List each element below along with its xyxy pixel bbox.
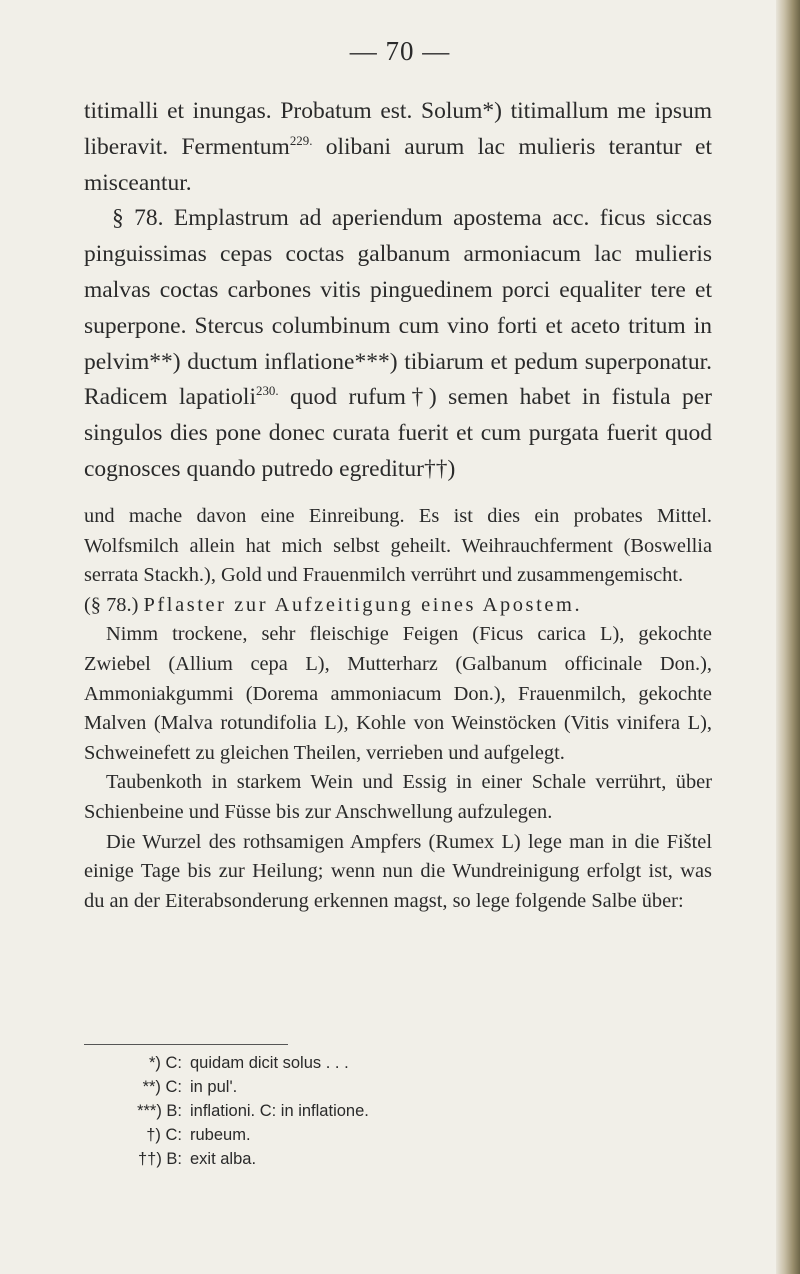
latin-p2-text: § 78. Emplastrum ad aperiendum apostema acc. ficus siccas pinguissimas cepas coctas galbanum armoniacum lac mulieris malvas coctas carbones vitis pinguedinem porci equaliter tere et superpone. Stercus columbinum cum vino forti et aceto tritum in pelvim**) ductum inflatione***) tibiarum et pedum superponatur. Radicem lapatioli: [84, 205, 712, 411]
footnote-item: [84, 1099, 644, 1123]
section-title: Pflaster zur Aufzeitigung eines Apostem.: [143, 593, 583, 616]
footnote-text: rubeum.: [190, 1126, 251, 1144]
footnote-mark: ††) B:: [137, 1150, 182, 1168]
footnote-divider: [84, 1044, 288, 1045]
latin-p1-text: titimalli et inungas. Probatum est. Solum*) titimallum me ipsum liberavit. Fermentum: [84, 98, 712, 160]
german-paragraph-4: Taubenkoth in starkem Wein und Essig in einer Schale verrührt, über Schienbeine und Füsse bis zur Anschwellung aufzulegen.: [84, 771, 712, 823]
latin-paragraph-2: [84, 201, 712, 487]
footnotes: [84, 1051, 644, 1171]
footnote-ref-230: 230.: [256, 383, 279, 399]
latin-p1-end: olibani aurum lac mulieris terantur et misceantur.: [84, 133, 712, 196]
footnote-text: inflationi. C: in inflatione.: [190, 1102, 369, 1120]
footnote-mark: †) C:: [146, 1126, 182, 1144]
footnote-text: quidam dicit solus . . .: [190, 1054, 349, 1072]
footnote-item: [84, 1147, 644, 1171]
footnote-text: exit alba.: [190, 1150, 257, 1168]
page-edge-shadow: [776, 0, 800, 1274]
german-paragraph-1: und mache davon eine Einreibung. Es ist dies ein probates Mittel. Wolfsmilch allein hat mich selbst geheilt. Weihrauchferment (Boswellia serrata Stackh.), Gold und Frauenmilch verrührt und zusammengemischt.: [84, 505, 712, 587]
page-number: — 70 —: [349, 36, 451, 66]
german-section-heading: [84, 591, 712, 621]
german-paragraph-5: Die Wurzel des rothsamigen Ampfers (Rumex L) lege man in die Fištel einige Tage bis zur Heilung; wenn nun die Wundreinigung erfolgt ist, was du an der Eiterabsonderung erkennen magst, so lege folgende Salbe über:: [84, 830, 712, 912]
footnote-text: in pul'.: [190, 1078, 238, 1096]
german-paragraph-3: Nimm trockene, sehr fleischige Feigen (Ficus carica L), gekochte Zwiebel (Allium cepa L), Mutterharz (Galbanum officinale Don.), Ammoniakgummi (Dorema ammoniacum Don.), Frauenmilch, gekochte Malven (Malva rotundifolia L), Kohle von Weinstöcken (Vitis vinifera L), Schweinefett zu gleichen Theilen, verrieben und aufgelegt.: [84, 623, 712, 764]
footnote-mark: **) C:: [142, 1078, 182, 1096]
latin-paragraph-1: [84, 94, 712, 201]
footnote-item: [84, 1051, 644, 1075]
footnote-item: [84, 1075, 644, 1099]
footnote-item: [84, 1123, 644, 1147]
section-number: (§ 78.): [84, 593, 144, 616]
footnote-ref-229: 229.: [289, 132, 313, 148]
latin-p2-end: quod rufum†) semen habet in fistula per singulos dies pone donec curata fuerit et cum purgata fuerit quod cognosces quando putredo egreditur††): [84, 384, 712, 482]
footnote-mark: ***) B:: [137, 1102, 182, 1120]
german-translation-block: [84, 502, 712, 916]
latin-text-block: [84, 94, 712, 488]
footnote-mark: *) C:: [149, 1054, 182, 1072]
